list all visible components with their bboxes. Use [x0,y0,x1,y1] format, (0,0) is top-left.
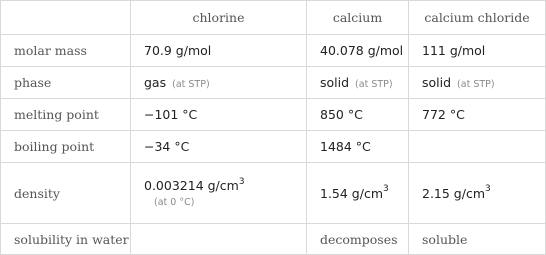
row-label-molar-mass: molar mass [1,35,131,67]
column-header-chlorine: chlorine [131,1,307,35]
cell-chlorine-phase [131,67,307,99]
phase-condition: (at STP) [457,79,495,90]
cell-calcium-melting-point: 850 °C [307,99,409,131]
cell-calcium-chloride-density [409,163,546,224]
table-row-boiling-point [1,131,546,163]
cell-calcium-boiling-point: 1484 °C [307,131,409,163]
density-number: 0.003214 g/cm [144,178,239,193]
row-label-boiling-point: boiling point [1,131,131,163]
cell-calcium-chloride-molar-mass: 111 g/mol [409,35,546,67]
density-number: 2.15 g/cm [422,185,486,201]
cell-chlorine-melting-point: −101 °C [131,99,307,131]
table-row-phase [1,67,546,99]
cell-chlorine-boiling-point: −34 °C [131,131,307,163]
row-label-melting-point: melting point [1,99,131,131]
cell-calcium-phase [307,67,409,99]
phase-value: gas [144,75,167,90]
cell-chlorine-density [131,163,307,224]
row-label-phase: phase [1,67,131,99]
table-row-density [1,163,546,224]
column-header-calcium: calcium [307,1,409,35]
table-row-solubility [1,224,546,255]
cell-calcium-chloride-solubility: soluble [409,224,546,255]
phase-value: solid [320,75,350,90]
cell-calcium-molar-mass: 40.078 g/mol [307,35,409,67]
cell-calcium-chloride-phase [409,67,546,99]
cell-chlorine-solubility [131,224,307,255]
column-header-calcium-chloride: calcium chloride [409,1,546,35]
row-label-density: density [1,163,131,224]
cell-calcium-solubility: decomposes [307,224,409,255]
phase-value: solid [422,75,452,90]
row-label-solubility: solubility in water [1,224,131,255]
density-exponent: 3 [383,184,389,195]
header-corner-cell [1,1,131,35]
density-value [144,178,306,193]
cell-chlorine-molar-mass: 70.9 g/mol [131,35,307,67]
density-condition: (at 0 °C) [154,197,195,208]
table-row-molar-mass [1,35,546,67]
phase-condition: (at STP) [172,79,210,90]
cell-calcium-density [307,163,409,224]
phase-condition: (at STP) [355,79,393,90]
density-number: 1.54 g/cm [320,185,384,201]
cell-calcium-chloride-boiling-point [409,131,546,163]
density-exponent: 3 [485,184,491,195]
header-row [1,1,546,35]
cell-calcium-chloride-melting-point: 772 °C [409,99,546,131]
table-row-melting-point [1,99,546,131]
density-exponent: 3 [238,176,245,187]
